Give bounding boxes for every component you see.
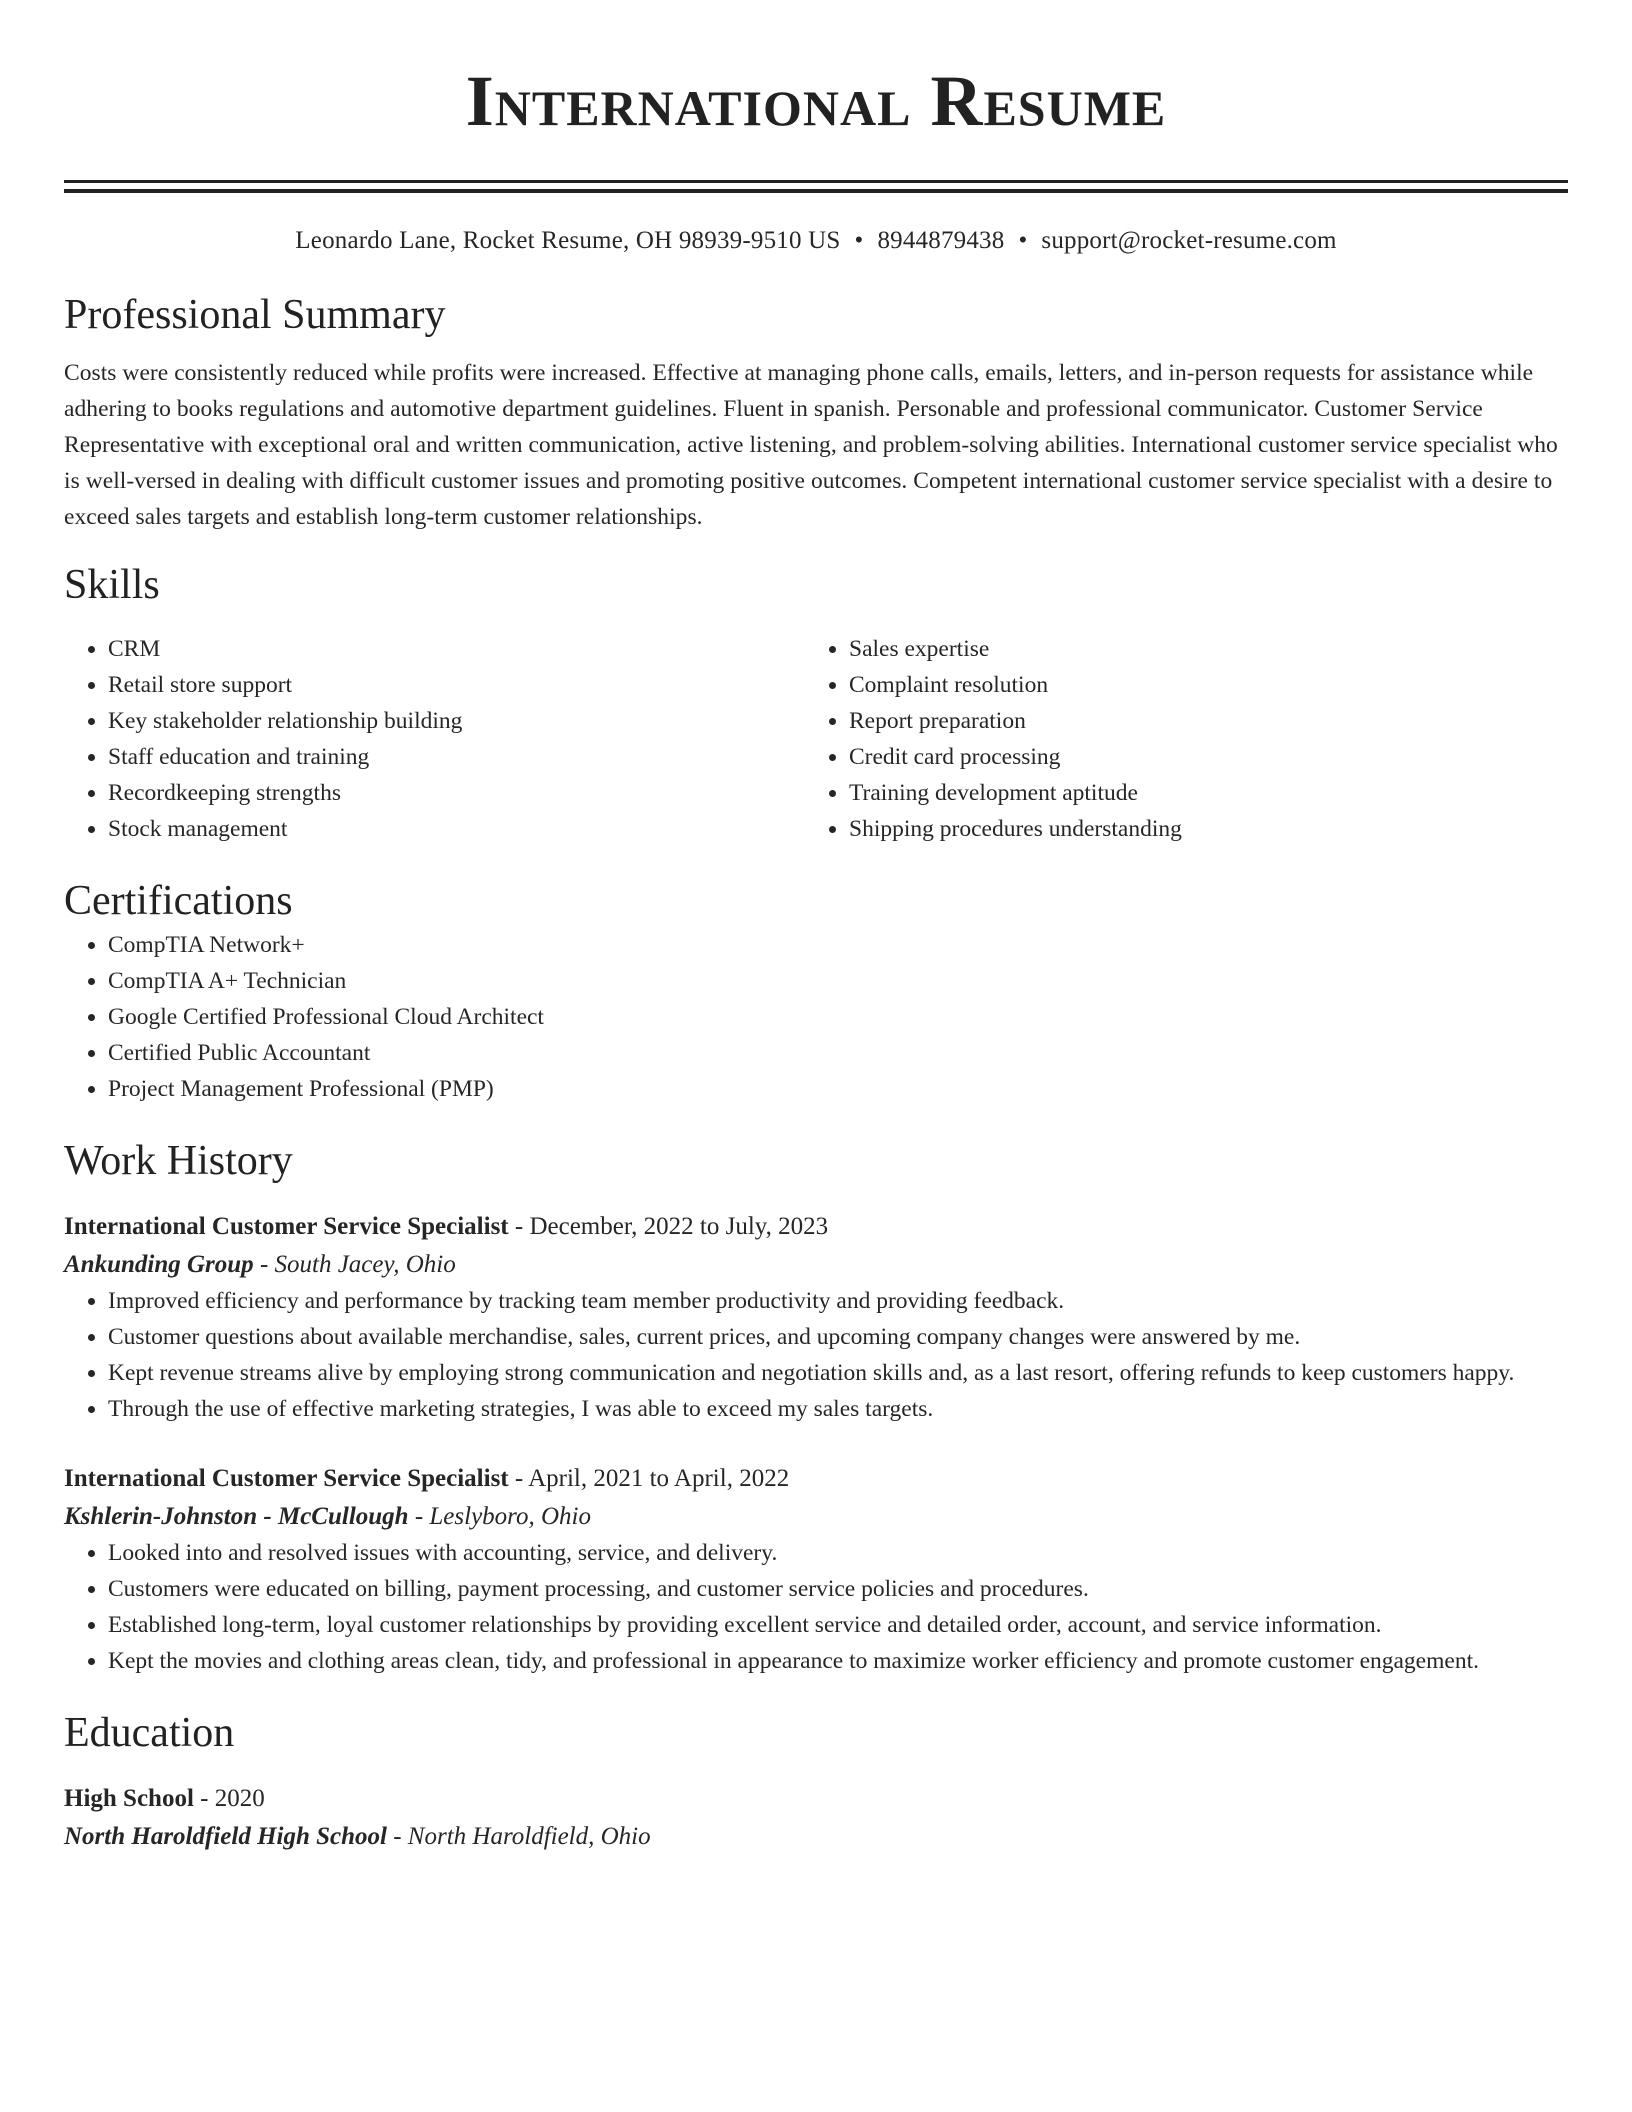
skill-item: • Key stakeholder relationship building	[108, 703, 805, 739]
job-dates: - April, 2021 to April, 2022	[508, 1465, 790, 1492]
skill-item: • Training development aptitude	[849, 775, 1546, 811]
header-divider-bottom	[64, 189, 1568, 193]
skills-column-right	[805, 631, 1546, 847]
skill-item: • CRM	[108, 631, 805, 667]
education-year: - 2020	[193, 1785, 265, 1812]
job-entry	[64, 1209, 1568, 1427]
contact-address: Leonardo Lane, Rocket Resume, OH 98939-9510 US	[295, 227, 841, 254]
education-school: North Haroldfield High School	[64, 1823, 387, 1850]
certification-item: • CompTIA A+ Technician	[108, 963, 1568, 999]
skill-item: • Report preparation	[849, 703, 1546, 739]
certification-item: • Project Management Professional (PMP)	[108, 1071, 1568, 1107]
contact-separator: •	[854, 227, 864, 254]
job-bullet: • Improved efficiency and performance by tracking team member productivity and providing feedback.	[108, 1283, 1568, 1319]
skill-item: • Credit card processing	[849, 739, 1546, 775]
resume-name: International Resume	[465, 61, 1167, 141]
skill-item: • Shipping procedures understanding	[849, 811, 1546, 847]
job-bullets	[64, 1283, 1568, 1427]
section-title-work-history: Work History	[64, 1138, 293, 1184]
job-employer	[64, 1247, 1568, 1283]
summary-text: Costs were consistently reduced while profits were increased. Effective at managing phone calls, emails, letters, and in-person requests for assistance while adhering to books regulations and automotive department guidelines. Fluent in spanish. Personable and professional communicator. Customer Service Representative with exceptional oral and written communication, active listening, and problem-solving abilities. International customer service specialist who is well-versed in dealing with difficult customer issues and promoting positive outcomes. Competent international customer service specialist with a desire to exceed sales targets and establish long-term customer relationships.	[64, 360, 1558, 530]
contact-line	[64, 225, 1568, 257]
job-dates: - December, 2022 to July, 2023	[508, 1213, 829, 1240]
skill-item: • Recordkeeping strengths	[108, 775, 805, 811]
contact-email: support@rocket-resume.com	[1041, 227, 1337, 254]
job-location: - Leslyboro, Ohio	[408, 1503, 591, 1530]
skill-item: • Staff education and training	[108, 739, 805, 775]
certification-item: • CompTIA Network+	[108, 927, 1568, 963]
job-bullet: • Looked into and resolved issues with accounting, service, and delivery.	[108, 1535, 1568, 1571]
education-institution	[64, 1819, 1568, 1855]
job-bullet: • Customer questions about available merchandise, sales, current prices, and upcoming company changes were answered by me.	[108, 1319, 1568, 1355]
skill-item: • Sales expertise	[849, 631, 1546, 667]
section-title-education: Education	[64, 1710, 235, 1756]
skills-list-left	[64, 631, 805, 847]
contact-phone: 8944879438	[877, 227, 1005, 254]
skill-item: • Complaint resolution	[849, 667, 1546, 703]
section-title-skills: Skills	[64, 562, 160, 608]
education-degree: High School	[64, 1785, 194, 1812]
skills-grid	[64, 631, 1568, 847]
skill-item: • Stock management	[108, 811, 805, 847]
job-entry	[64, 1461, 1568, 1679]
certification-item: • Certified Public Accountant	[108, 1035, 1568, 1071]
job-company: Ankunding Group	[64, 1251, 254, 1278]
certification-item: • Google Certified Professional Cloud Architect	[108, 999, 1568, 1035]
skills-list-right	[805, 631, 1546, 847]
job-bullet: • Kept revenue streams alive by employing strong communication and negotiation skills and, as a last resort, offering refunds to keep customers happy.	[108, 1355, 1568, 1391]
job-location: - South Jacey, Ohio	[253, 1251, 456, 1278]
job-employer	[64, 1499, 1568, 1535]
education-location: - North Haroldfield, Ohio	[386, 1823, 651, 1850]
skill-item: • Retail store support	[108, 667, 805, 703]
job-heading	[64, 1209, 1568, 1245]
certifications-list	[64, 927, 1568, 1107]
skills-column-left	[64, 631, 805, 847]
job-bullet: • Through the use of effective marketing strategies, I was able to exceed my sales targets.	[108, 1391, 1568, 1427]
job-position: International Customer Service Specialist	[64, 1213, 509, 1240]
education-heading	[64, 1781, 1568, 1817]
job-position: International Customer Service Specialist	[64, 1465, 509, 1492]
section-title-summary: Professional Summary	[64, 292, 446, 338]
job-bullet: • Established long-term, loyal customer relationships by providing excellent service and detailed order, account, and service information.	[108, 1607, 1568, 1643]
job-heading	[64, 1461, 1568, 1497]
section-title-certifications: Certifications	[64, 878, 293, 924]
job-bullet: • Kept the movies and clothing areas clean, tidy, and professional in appearance to maximize worker efficiency and promote customer engagement.	[108, 1643, 1568, 1679]
job-bullets	[64, 1535, 1568, 1679]
job-company: Kshlerin-Johnston - McCullough	[64, 1503, 409, 1530]
job-bullet: • Customers were educated on billing, payment processing, and customer service policies and procedures.	[108, 1571, 1568, 1607]
contact-separator: •	[1018, 227, 1028, 254]
